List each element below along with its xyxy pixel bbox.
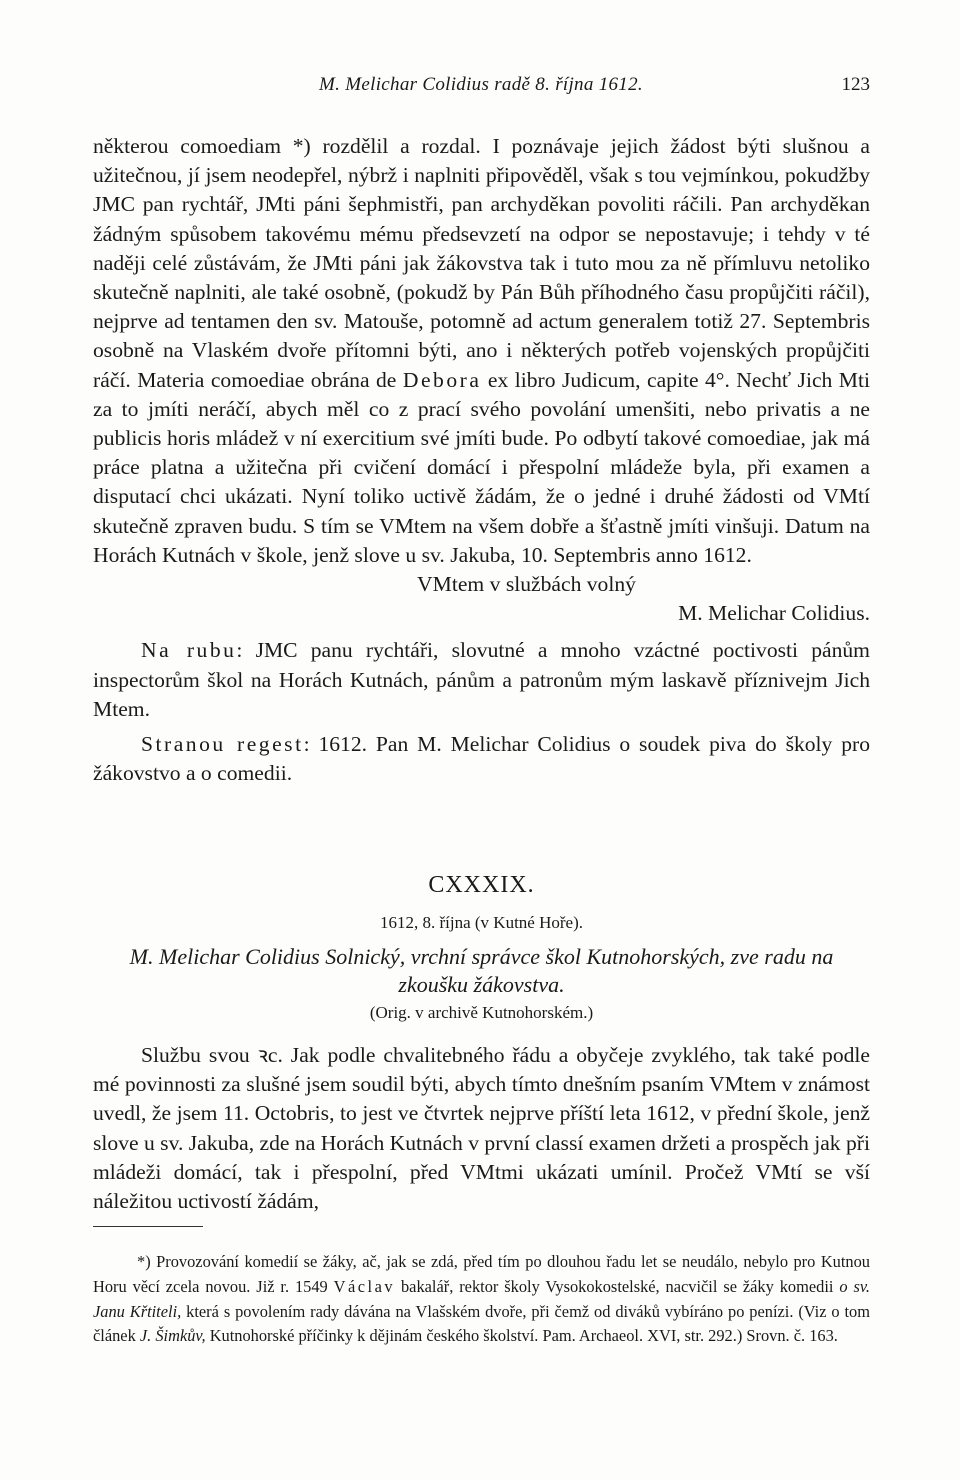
endorsement-label: Na rubu [141,638,237,663]
regest-text: : 1612. Pan M. Melichar Colidius o soudek piva do školy pro žákovstvo a o comedii. [93,732,870,786]
footnote-text-3: která s povolením rady dávána na Vlašském dvoře, při čemž od diváků vybíráno po penízi. (Viz o tom článek [93,1301,870,1346]
document-heading [93,872,870,1023]
footnote [93,1250,870,1349]
document-number: CXXXIX. [428,872,535,898]
footnote-text-2: bakalář, rektor školy Vysokokostelské, nacvičil se žáky komedii [400,1276,834,1296]
debora-emphasis: Debora [402,367,482,392]
letter-2-body [93,1041,870,1216]
document-date: 1612, 8. října (v Kutné Hoře). [379,913,583,932]
footnote-vaclav: Václav [333,1276,396,1296]
footnote-title-italic: o sv. Janu Křtiteli, [93,1276,870,1321]
closing-formula: VMtem v službách volný [417,572,636,597]
footnote-text-1: *) Provozování komedií se žáky, ač, jak se zdá, před tím po dlouhou řadu let se neudálo, nebylo pro Kutnou Horu věcí zcela novou. Již r. 1549 [93,1252,870,1296]
letter-2-paragraph: Službu svou ꝛc. Jak podle chvalitebného řádu a obyčeje zvyklého, tak také podle mé povinnosti za slušné jsem soudil býti, abych tímto dnešním psaním VMtem v známost uvedl, že jsem 11. Octobris, to jest ve čtvrtek nejprve příští leta 1612, v přední škole, jenž slove u sv. Jakuba, zde na Horách Kutnách v první classí examen držeti a prospěch jak při mládeži domácí, tak i přespolní, před VMtmi ukázati umínil. Pročež VMtí se vší náležitou uctivostí žádám, [93,1043,870,1214]
document-title: M. Melichar Colidius Solnický, vrchní správce škol Kutnohorských, zve radu na zkoušku žákovstva. [129,944,834,997]
footnote-divider [93,1226,203,1227]
letter-1-text: některou comoediam *) rozdělil a rozdal. I poznávaje jejich žádost býti slušnou a užitečnou, jí jsem neodepřel, nýbrž i naplniti připověděl, však s tou vejmínkou, pokudžby JMC pan rychtář, JMti páni šephmistři, pan archyděkan povoliti ráčili. Pan archyděkan žádným spůsobem takovému mému předsevzetí na odpor se nepostavuje; i tehdy v té naději celé zůstávám, že JMti páni jak žákovstva tak i tuto mou za ně přímluvu netoliko skutečně naplniti, ale také osobně, (pokudž by Pán Bůh příhodného času propůjčiti ráčil), nejprve ad tentamen den sv. Matouše, potomně ad actum generalem totiž 27. Septembris osobně na Vlaském dvoře přítomni býti, ano i některých potřeb vojenských propůjčiti ráčí. Materia comoediae obrána de [93,134,870,392]
endorsement-text: : JMC panu rychtáři, slovutné a mnoho vzáctné poctivosti pánům inspectorům škol na Horách Kutnách, pánům a patronům mým laskavě příznivejm Jich Mtem. [93,638,870,721]
endorsement [93,636,870,724]
page-header [92,74,870,104]
signature: M. Melichar Colidius. [678,601,870,626]
letter-1-text-end: ex libro Judicum, capite 4°. Nechť Jich Mti za to jmíti neráčí, abych měl co z prací svého povolání umenšiti, nebo privatis a ne publicis horis mládež v ní exercitium své jmíti bude. Po odbytí takové comoediae, jak má práce platna a užitečna při cvičení domácí i přespolní mládeže byla, při examen a disputací chci ukázati. Nyní toliko uctivě žádám, že o jedné i druhé žádosti od VMtí skutečně zpraven budu. S tím se VMtem na všem dobře a šťastně jmíti vinšuji. Datum na Horách Kutnách v škole, jenž slove u sv. Jakuba, 10. Septembris anno 1612. [93,367,870,567]
regest-label: Stranou regest [141,732,304,757]
footnote-author-italic: J. Šimkův, [139,1326,206,1346]
page-number: 123 [841,74,870,95]
regest [93,730,870,788]
letter-1-body [93,132,870,788]
letter-1-paragraph [93,132,870,570]
running-title: M. Melichar Colidius radě 8. října 1612. [319,74,643,95]
footnote-text-4: Kutnohorské příčinky k dějinám českého školství. Pam. Archaeol. XVI, str. 292.) Srovn. č. 163. [209,1326,838,1346]
document-source: (Orig. v archivě Kutnohorském.) [369,1003,594,1022]
